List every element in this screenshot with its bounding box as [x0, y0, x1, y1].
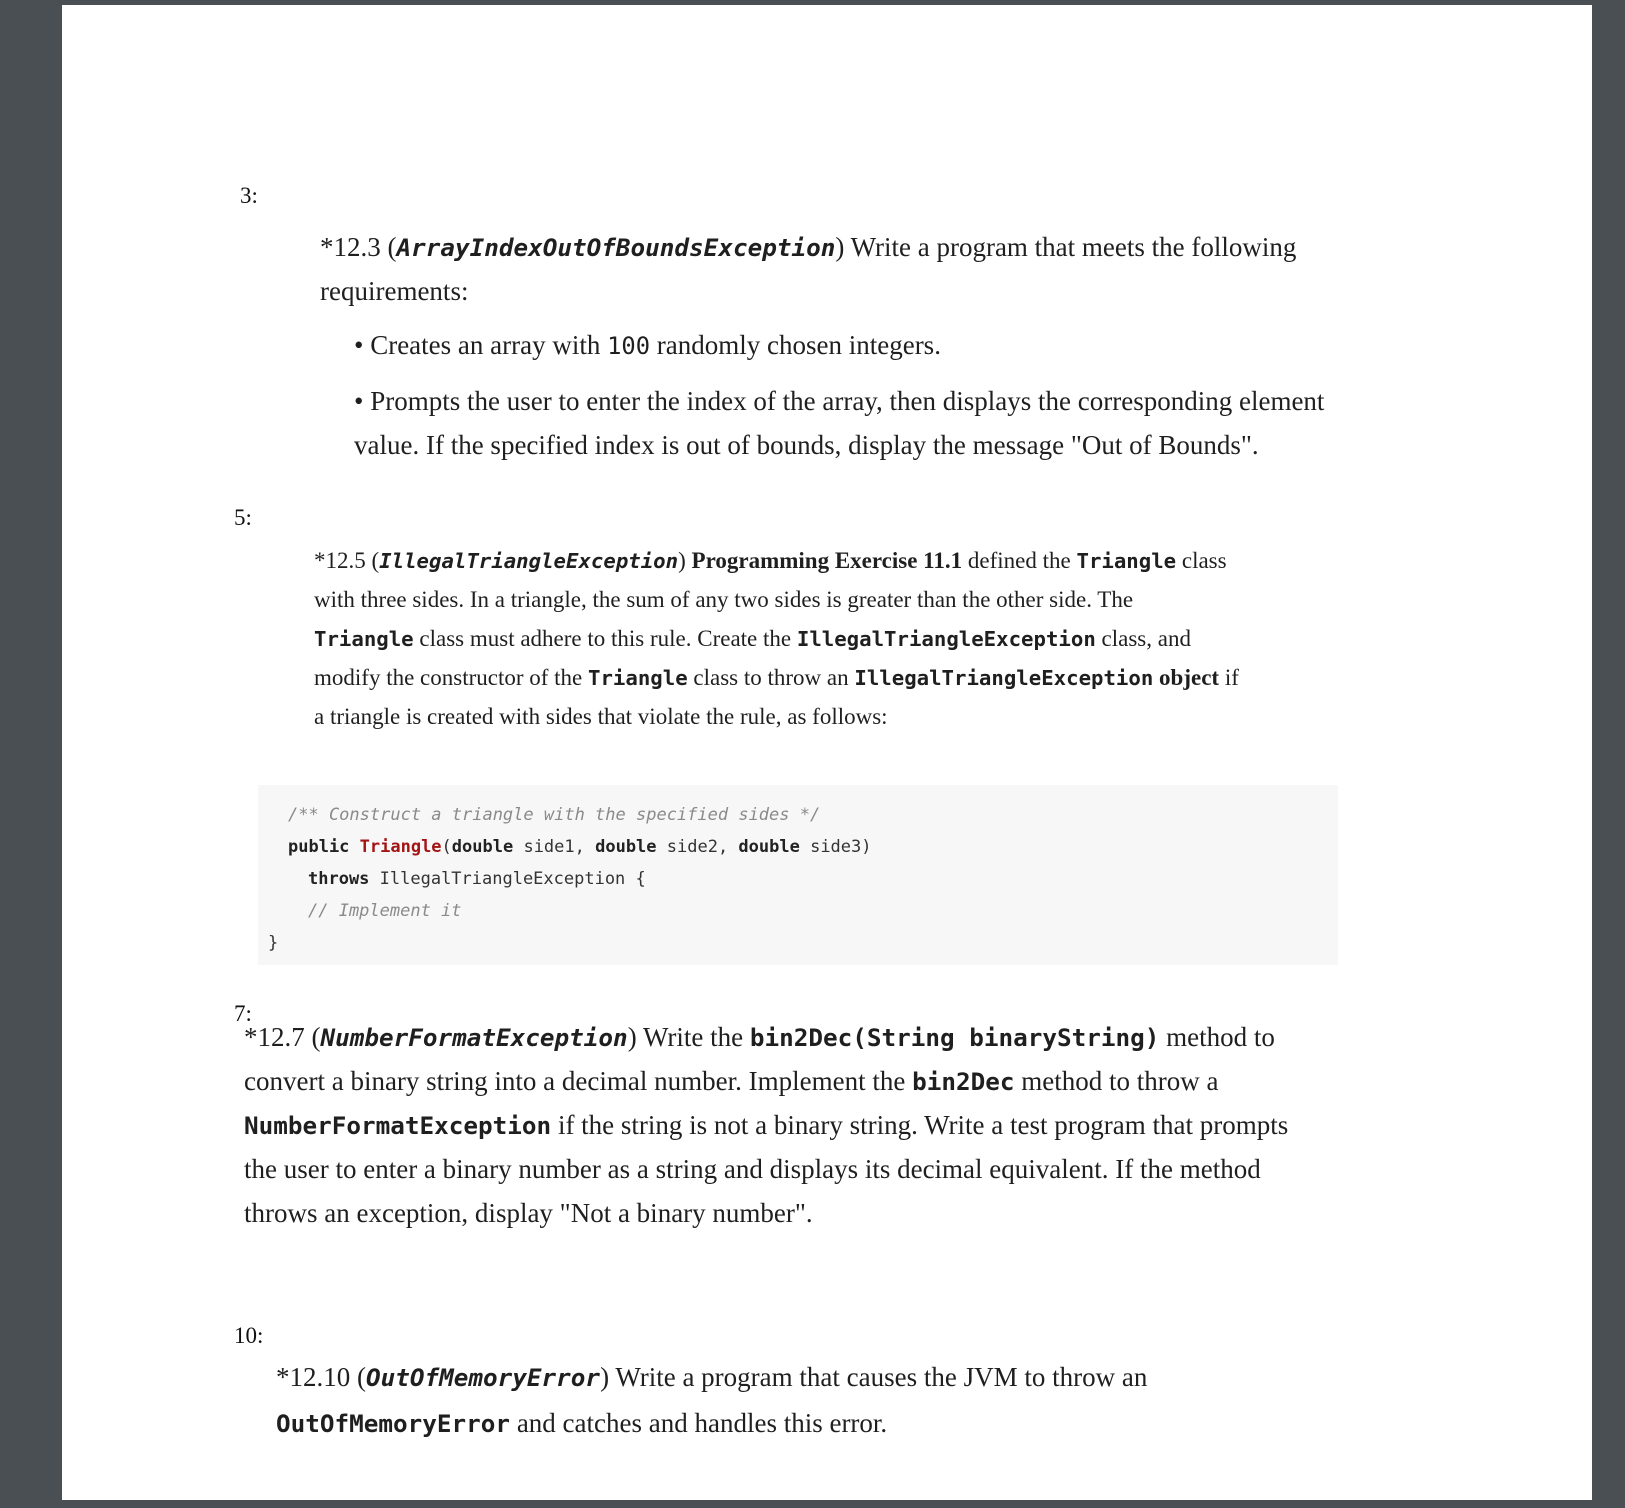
- code-comment-line: /** Construct a triangle with the specified sides */: [288, 805, 821, 825]
- exercise-12-7-line4: the user to enter a binary number as a string and displays its decimal equivalent. If the method: [244, 1154, 1261, 1184]
- bullet-item-2-line2: value. If the specified index is out of bounds, display the message "Out of Bounds".: [354, 430, 1259, 460]
- exercise-12-7-line2: convert a binary string into a decimal number. Implement the bin2Dec method to throw a: [244, 1066, 1219, 1096]
- exercise-12-7-line1: *12.7 (NumberFormatException) Write the bin2Dec(String binaryString) method to: [244, 1022, 1275, 1052]
- exercise-12-10-line1: *12.10 (OutOfMemoryError) Write a program that causes the JVM to throw an: [276, 1362, 1148, 1392]
- section-number-7: 7:: [234, 1001, 252, 1026]
- exercise-12-3-line1: *12.3 (ArrayIndexOutOfBoundsException) Write a program that meets the following: [320, 232, 1297, 262]
- code-implement-comment: // Implement it: [308, 901, 462, 921]
- bullet-item-1: • Creates an array with 100 randomly chosen integers.: [354, 330, 941, 360]
- exercise-12-5-line3: Triangle class must adhere to this rule. Create the IllegalTriangleException class, and: [314, 626, 1191, 651]
- exercise-12-7-line3: NumberFormatException if the string is not a binary string. Write a test program that prompts: [244, 1110, 1289, 1140]
- code-throws-line: throws IllegalTriangleException {: [308, 869, 646, 889]
- section-number-10: 10:: [234, 1323, 264, 1348]
- exercise-12-7-line5: throws an exception, display "Not a binary number".: [244, 1198, 813, 1228]
- exercise-12-5-line5: a triangle is created with sides that violate the rule, as follows:: [314, 704, 888, 729]
- section-number-3: 3:: [240, 183, 258, 208]
- exercise-12-5-line2: with three sides. In a triangle, the sum of any two sides is greater than the other side. The: [314, 587, 1134, 612]
- section-number-5: 5:: [234, 505, 252, 530]
- code-closing-brace: }: [268, 933, 279, 953]
- exercise-12-3-line2: requirements:: [320, 276, 469, 306]
- exercise-12-5-line1: *12.5 (IllegalTriangleException) Programming Exercise 11.1 defined the Triangle class: [314, 548, 1227, 573]
- exercise-12-5-line4: modify the constructor of the Triangle class to throw an IllegalTriangleException object if: [314, 665, 1239, 690]
- code-constructor-line: public Triangle(double side1, double side2, double side3): [288, 837, 872, 857]
- document-page: [62, 5, 1592, 1500]
- bullet-item-2-line1: • Prompts the user to enter the index of the array, then displays the corresponding element: [354, 386, 1325, 416]
- code-block: [258, 785, 1338, 965]
- exercise-12-10-line2: OutOfMemoryError and catches and handles this error.: [276, 1408, 888, 1438]
